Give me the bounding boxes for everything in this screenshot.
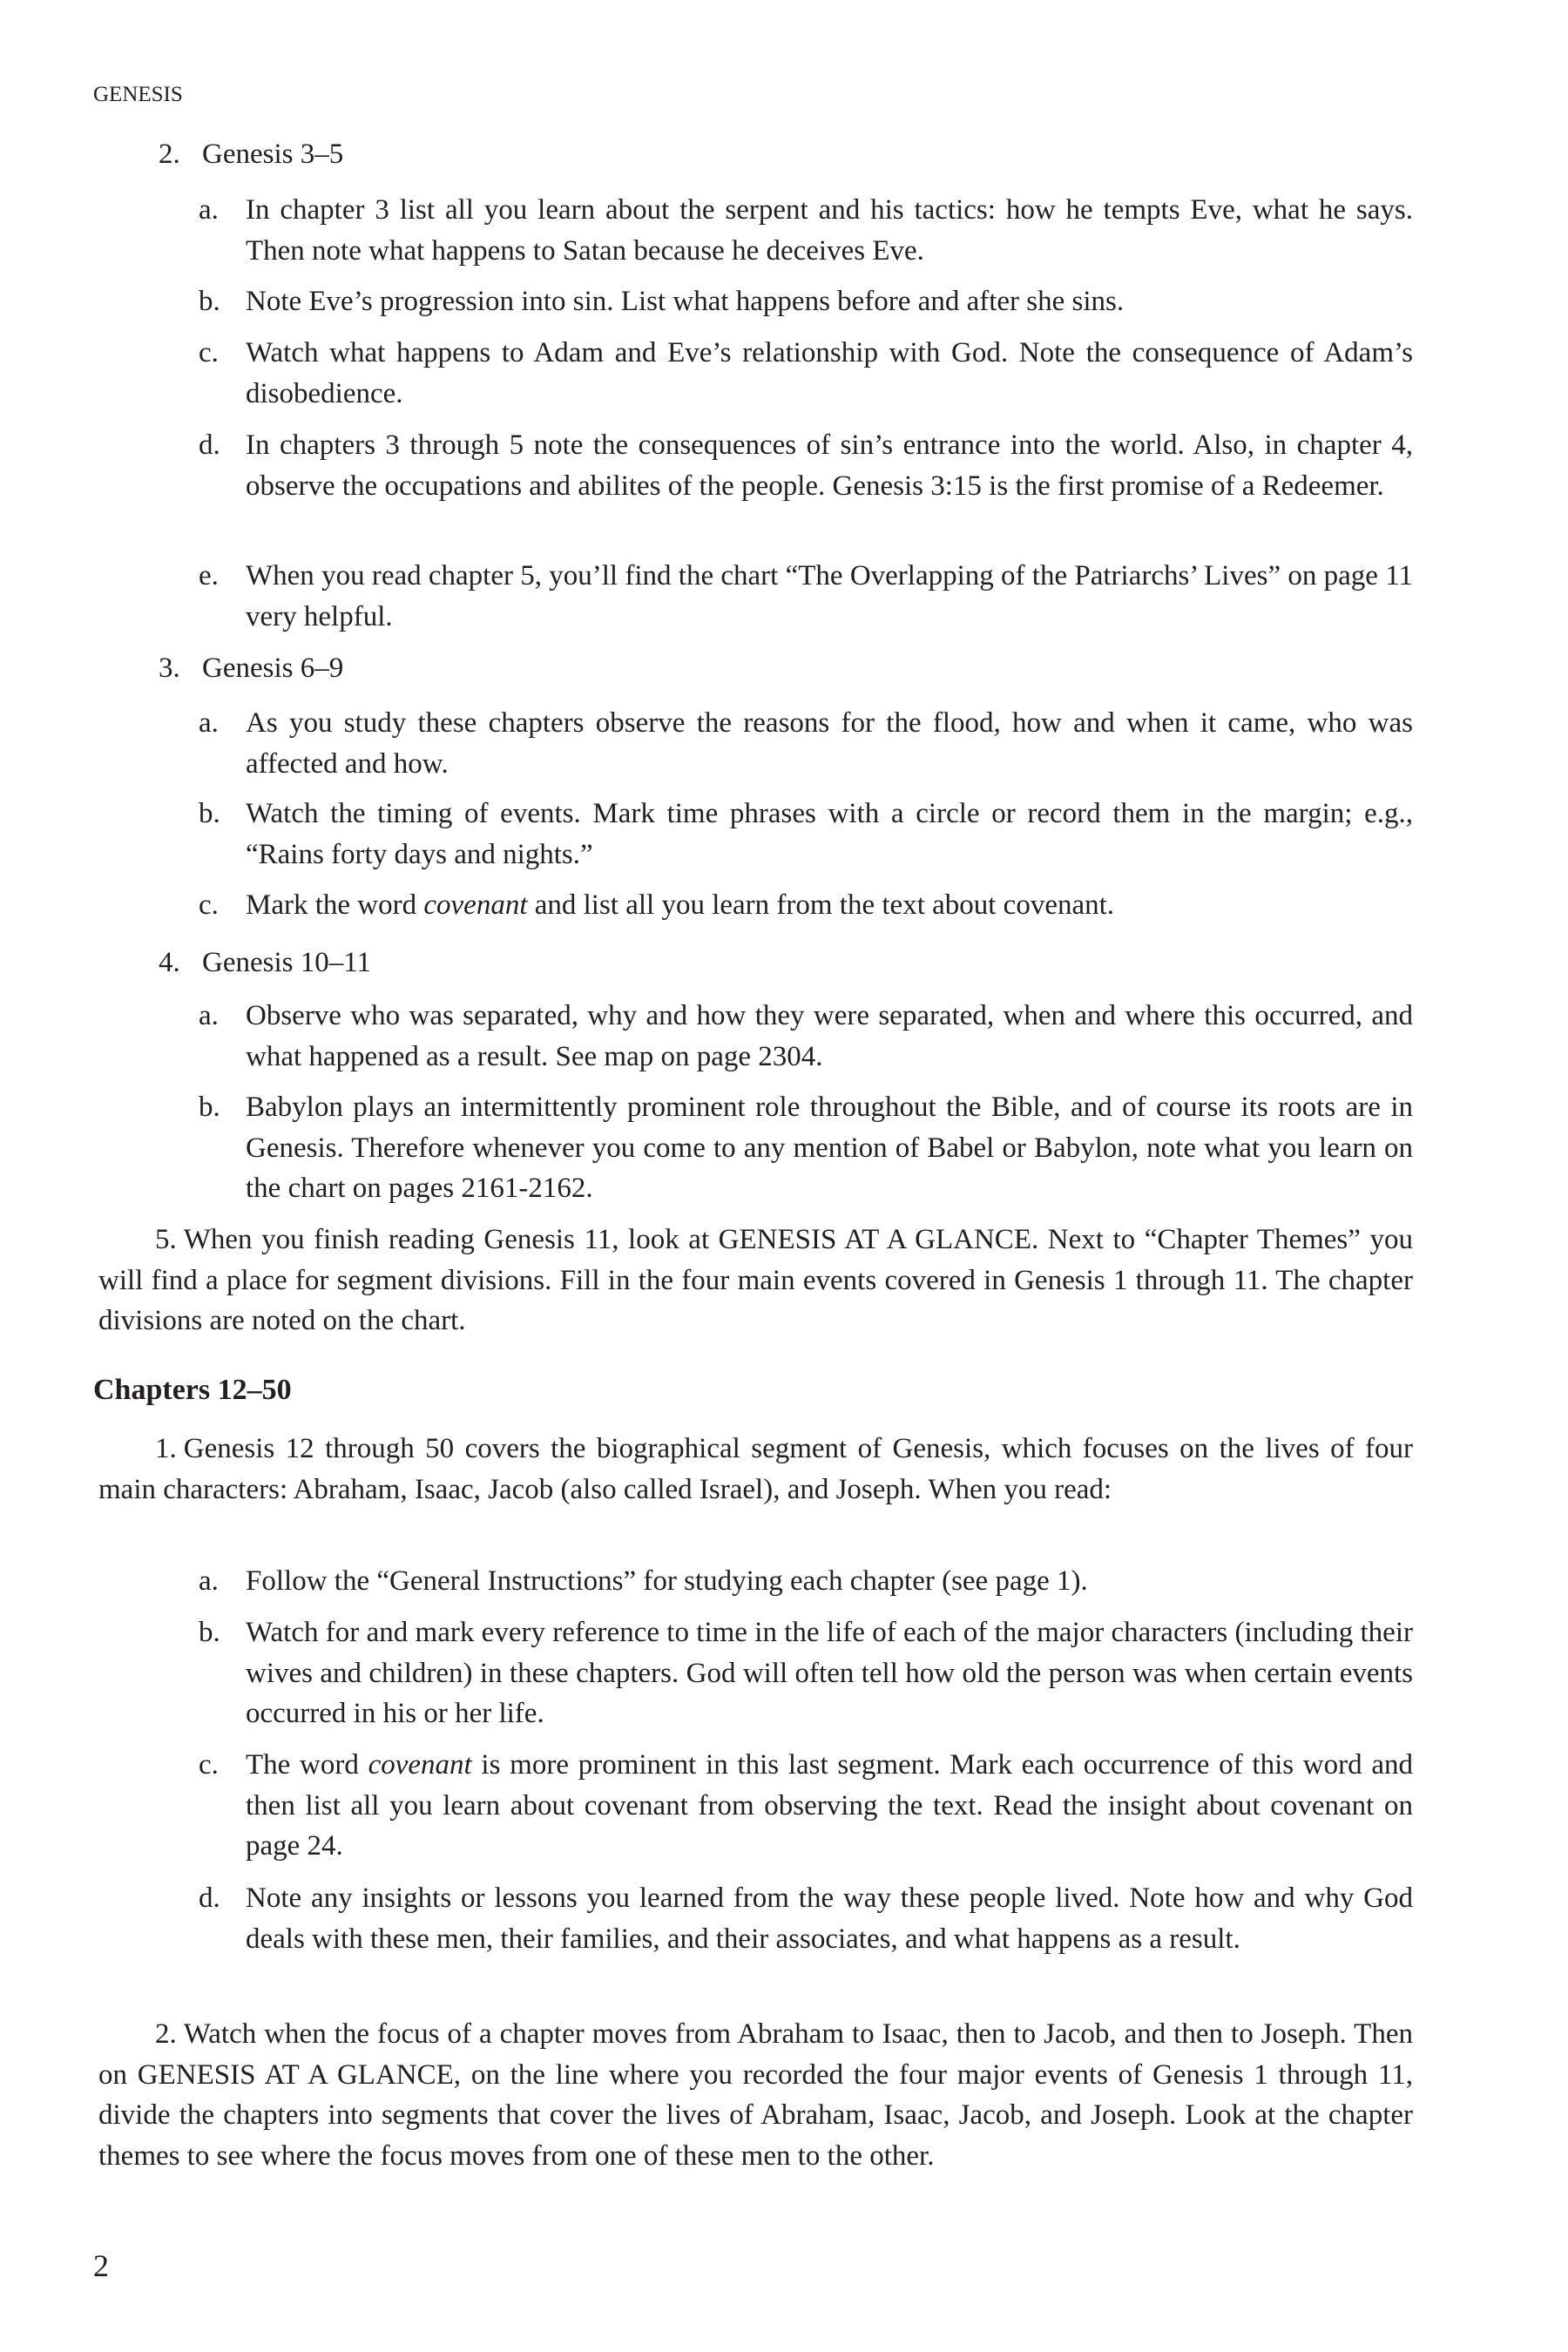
sub-item [199,190,1413,271]
sub-item [199,333,1413,414]
text-run: The word [246,1749,368,1781]
item-number: 3. [159,652,180,684]
page-number: 2 [93,2248,109,2283]
sub-item [199,1087,1413,1209]
sub-item-text: In chapters 3 through 5 note the consequences of sin’s entrance into the world. Also, in chapter 4, observe the occupations and abilites of the people. Genesis 3:15 is the first promise of a Redeemer. [246,429,1413,502]
paragraph-number: 1. [155,1433,177,1464]
sub-item-text: When you read chapter 5, you’ll find the chart “The Overlapping of the Patriarchs’ Lives” on page 11 very helpful. [246,560,1413,632]
item-number: 2. [159,139,180,170]
sub-item-text: Note Eve’s progression into sin. List what happens before and after she sins. [246,286,1125,317]
sub-item [199,1561,1413,1602]
sub-item-text: Observe who was separated, why and how they were separated, when and where this occurred, and what happened as a result. See map on page 2304. [246,1000,1413,1072]
paragraph-2 [98,2014,1413,2176]
sub-item-label: d. [199,429,220,461]
sub-item [199,885,1413,926]
sub-item-label: a. [199,1565,219,1597]
paragraph-5 [98,1220,1413,1342]
sub-item-label: b. [199,1617,220,1648]
item-title: Genesis 3–5 [202,139,344,170]
sub-item-label: b. [199,798,220,829]
paragraph-number: 5. [155,1224,177,1255]
item-title: Genesis 6–9 [202,652,344,684]
text-run: and list all you learn from the text about covenant. [527,889,1115,921]
sub-item-label: c. [199,337,219,368]
sub-item-text: Watch the timing of events. Mark time phrases with a circle or record them in the margin; e.g., “Rains forty days and nights.” [246,798,1413,870]
paragraph-text: Genesis 12 through 50 covers the biographical segment of Genesis, which focuses on the lives of four main characters: Abraham, Isaac, Jacob (also called Israel), and Joseph. When you read: [98,1433,1413,1505]
text-run: Mark the word [246,889,424,921]
list-item-heading [159,134,343,174]
sub-item-text: Babylon plays an intermittently prominent role throughout the Bible, and of course its roots are in Genesis. Therefore whenever you come to any mention of Babel or Babylon, note what you learn on the chart on pages 2161-2162. [246,1092,1413,1204]
paragraph-1 [98,1429,1413,1510]
sub-item-label: a. [199,707,219,739]
sub-item [199,1612,1413,1734]
emphasis-covenant: covenant [368,1749,472,1781]
sub-item-label: a. [199,194,219,226]
item-number: 4. [159,947,180,978]
sub-item-text [246,885,1413,926]
sub-item-text: Watch what happens to Adam and Eve’s relationship with God. Note the consequence of Adam’s disobedience. [246,337,1413,409]
list-item-heading [159,943,371,983]
paragraph-text: Watch when the focus of a chapter moves from Abraham to Isaac, then to Jacob, and then to Joseph. Then on GENESIS AT A GLANCE, on the line where you recorded the four major events of Genesis 1 through 11, divide the chapters into segments that cover the lives of Abraham, Isaac, Jacob, and Joseph. Look at the chapter themes to see where the focus moves from one of these men to the other. [98,2018,1413,2172]
sub-item [199,425,1413,506]
sub-item-label: b. [199,286,220,317]
sub-item [199,1878,1413,1959]
section-heading: Chapters 12–50 [93,1374,292,1406]
emphasis-covenant: covenant [423,889,528,921]
running-head: GENESIS [93,83,183,106]
sub-item [199,794,1413,875]
sub-item [199,556,1413,637]
text-run: is more prominent in this last segment. Mark each occurrence of this word and then list all you learn about covenant from observing the text. Read the insight about covenant on page 24. [246,1749,1413,1862]
sub-item [199,1745,1413,1867]
sub-item-label: d. [199,1882,220,1914]
sub-item-label: a. [199,1000,219,1031]
sub-item-text: In chapter 3 list all you learn about the serpent and his tactics: how he tempts Eve, what he says. Then note what happens to Satan because he deceives Eve. [246,194,1413,267]
sub-item-label: b. [199,1092,220,1123]
sub-item-text: Watch for and mark every reference to time in the life of each of the major characters (including their wives and children) in these chapters. God will often tell how old the person was when certain events occurred in his or her life. [246,1617,1413,1729]
sub-item-text: Note any insights or lessons you learned from the way these people lived. Note how and why God deals with these men, their families, and their associates, and what happens as a result. [246,1882,1413,1955]
sub-item-text [246,1745,1413,1867]
sub-item [199,703,1413,784]
sub-item-text: As you study these chapters observe the reasons for the flood, how and when it came, who was affected and how. [246,707,1413,780]
sub-item [199,996,1413,1077]
sub-item-label: c. [199,889,219,921]
sub-item-label: e. [199,560,219,591]
paragraph-text: When you finish reading Genesis 11, look at GENESIS AT A GLANCE. Next to “Chapter Themes” you will find a place for segment divisions. Fill in the four main events covered in Genesis 1 through 11. The chapter divisions are noted on the chart. [98,1224,1413,1336]
sub-item-text: Follow the “General Instructions” for studying each chapter (see page 1). [246,1565,1088,1597]
sub-item-label: c. [199,1749,219,1781]
list-item-heading [159,648,343,688]
paragraph-number: 2. [155,2018,177,2050]
sub-item [199,281,1413,322]
item-title: Genesis 10–11 [202,947,372,978]
